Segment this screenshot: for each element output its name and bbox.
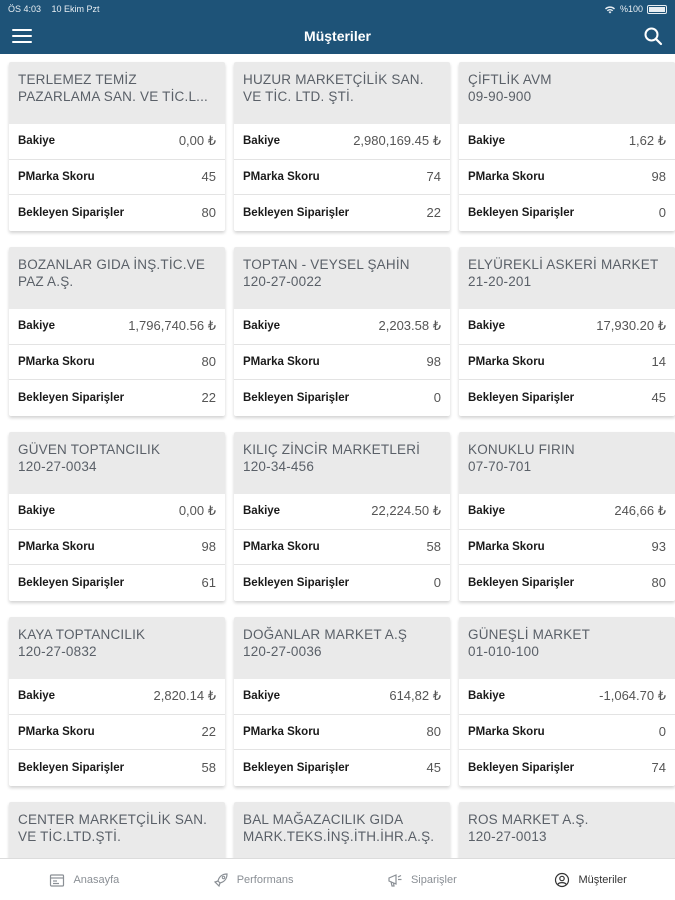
score-value: 74 bbox=[426, 169, 441, 185]
score-label: PMarka Skoru bbox=[243, 540, 320, 553]
balance-value: 246,66 ₺ bbox=[614, 503, 666, 519]
customer-name-line1: ROS MARKET A.Ş. bbox=[468, 812, 589, 827]
customer-name-line2: MARK.TEKS.İNŞ.İTH.İHR.A.Ş. bbox=[243, 829, 435, 844]
balance-label: Bakiye bbox=[468, 320, 506, 333]
pending-value: 45 bbox=[426, 760, 441, 776]
score-row bbox=[234, 345, 450, 381]
balance-row bbox=[459, 309, 675, 345]
customer-name-line2: 01-010-100 bbox=[468, 644, 540, 659]
status-right bbox=[604, 4, 667, 14]
score-label: PMarka Skoru bbox=[18, 725, 95, 738]
customer-name-line2: 120-27-0832 bbox=[18, 644, 97, 659]
pending-row bbox=[9, 195, 225, 231]
customer-name bbox=[9, 617, 225, 679]
balance-label: Bakiye bbox=[468, 135, 506, 148]
megaphone-icon bbox=[387, 872, 403, 888]
balance-label: Bakiye bbox=[243, 690, 281, 703]
pending-row bbox=[9, 380, 225, 416]
pending-row bbox=[459, 565, 675, 601]
customer-name-line1: KAYA TOPTANCILIK bbox=[18, 627, 146, 642]
pending-row bbox=[234, 380, 450, 416]
score-row bbox=[234, 530, 450, 566]
balance-value: 2,980,169.45 ₺ bbox=[353, 133, 441, 149]
balance-value: 2,820.14 ₺ bbox=[153, 688, 216, 704]
customer-name bbox=[9, 247, 225, 309]
score-value: 80 bbox=[426, 724, 441, 740]
customer-name-line1: TOPTAN - VEYSEL ŞAHİN bbox=[243, 257, 410, 272]
customer-name-line2: 120-34-456 bbox=[243, 459, 315, 474]
customer-card[interactable] bbox=[234, 432, 450, 601]
customer-card[interactable] bbox=[234, 617, 450, 786]
customer-name bbox=[459, 617, 675, 679]
customer-name bbox=[459, 432, 675, 494]
score-row bbox=[459, 345, 675, 381]
balance-label: Bakiye bbox=[18, 320, 56, 333]
balance-row bbox=[459, 494, 675, 530]
balance-label: Bakiye bbox=[243, 505, 281, 518]
pending-value: 45 bbox=[651, 390, 666, 406]
pending-row bbox=[234, 565, 450, 601]
customer-name bbox=[234, 617, 450, 679]
pending-label: Bekleyen Siparişler bbox=[243, 761, 350, 774]
score-label: PMarka Skoru bbox=[468, 170, 545, 183]
tab-performance-label: Performans bbox=[236, 873, 294, 886]
customer-name bbox=[459, 247, 675, 309]
score-row bbox=[459, 530, 675, 566]
balance-row bbox=[9, 124, 225, 160]
balance-row bbox=[234, 494, 450, 530]
customer-list[interactable] bbox=[0, 54, 675, 858]
balance-label: Bakiye bbox=[243, 135, 281, 148]
pending-label: Bekleyen Siparişler bbox=[18, 391, 125, 404]
pending-row bbox=[459, 195, 675, 231]
customer-card[interactable] bbox=[9, 617, 225, 786]
pending-label: Bekleyen Siparişler bbox=[243, 206, 350, 219]
customer-name-line2: 120-27-0036 bbox=[243, 644, 322, 659]
customer-name bbox=[9, 62, 225, 124]
customer-name bbox=[459, 802, 675, 858]
customer-name-line1: CENTER MARKETÇİLİK SAN. bbox=[18, 812, 208, 827]
balance-row bbox=[9, 309, 225, 345]
score-row bbox=[9, 715, 225, 751]
score-value: 98 bbox=[651, 169, 666, 185]
balance-value: 17,930.20 ₺ bbox=[596, 318, 666, 334]
customer-name-line1: GÜNEŞLİ MARKET bbox=[468, 627, 591, 642]
score-label: PMarka Skoru bbox=[468, 355, 545, 368]
page-title: Müşteriler bbox=[304, 28, 371, 44]
tab-orders-label: Siparişler bbox=[410, 873, 457, 886]
balance-row bbox=[459, 679, 675, 715]
score-row bbox=[9, 160, 225, 196]
balance-row bbox=[459, 124, 675, 160]
pending-row bbox=[459, 380, 675, 416]
pending-value: 80 bbox=[201, 205, 216, 221]
tab-bar bbox=[0, 858, 675, 900]
customer-card[interactable] bbox=[9, 802, 225, 858]
customer-name-line2: 21-20-201 bbox=[468, 274, 532, 289]
customer-name-line2: VE TİC. LTD. ŞTİ. bbox=[243, 89, 354, 104]
customer-name-line1: KONUKLU FIRIN bbox=[468, 442, 575, 457]
balance-label: Bakiye bbox=[18, 690, 56, 703]
nav-bar bbox=[0, 18, 675, 54]
score-value: 98 bbox=[426, 354, 441, 370]
pending-value: 22 bbox=[426, 205, 441, 221]
customer-card[interactable] bbox=[459, 247, 675, 416]
pending-value: 0 bbox=[433, 390, 441, 406]
balance-value: -1,064.70 ₺ bbox=[599, 688, 666, 704]
customer-name bbox=[234, 802, 450, 858]
score-label: PMarka Skoru bbox=[243, 355, 320, 368]
customer-name-line1: TERLEMEZ TEMİZ bbox=[18, 72, 137, 87]
balance-row bbox=[9, 679, 225, 715]
pending-value: 61 bbox=[201, 575, 216, 591]
customer-card[interactable] bbox=[9, 432, 225, 601]
status-date: 10 Ekim Pzt bbox=[51, 4, 100, 14]
tab-performance[interactable] bbox=[169, 859, 338, 900]
pending-value: 0 bbox=[433, 575, 441, 591]
customer-card[interactable] bbox=[459, 62, 675, 231]
customer-name-line1: BAL MAĞAZACILIK GIDA bbox=[243, 812, 404, 827]
score-label: PMarka Skoru bbox=[468, 725, 545, 738]
customer-name-line1: KILIÇ ZİNCİR MARKETLERİ bbox=[243, 442, 421, 457]
tab-home[interactable] bbox=[0, 859, 169, 900]
score-row bbox=[234, 160, 450, 196]
score-label: PMarka Skoru bbox=[468, 540, 545, 553]
pending-label: Bekleyen Siparişler bbox=[468, 206, 575, 219]
customer-card[interactable] bbox=[459, 802, 675, 858]
score-label: PMarka Skoru bbox=[18, 540, 95, 553]
pending-row bbox=[234, 195, 450, 231]
balance-row bbox=[9, 494, 225, 530]
customer-name-line2: 07-70-701 bbox=[468, 459, 532, 474]
pending-row bbox=[9, 565, 225, 601]
customer-name-line2: 120-27-0022 bbox=[243, 274, 322, 289]
customer-name-line2: 120-27-0034 bbox=[18, 459, 97, 474]
pending-row bbox=[459, 750, 675, 786]
customer-name-line1: ÇİFTLİK AVM bbox=[468, 72, 552, 87]
pending-value: 74 bbox=[651, 760, 666, 776]
status-left bbox=[8, 4, 108, 14]
menu-icon-line bbox=[12, 35, 32, 37]
battery-percent: %100 bbox=[619, 4, 643, 14]
pending-value: 58 bbox=[201, 760, 216, 776]
balance-row bbox=[234, 309, 450, 345]
customer-name-line1: ELYÜREKLİ ASKERİ MARKET bbox=[468, 257, 659, 272]
balance-label: Bakiye bbox=[243, 320, 281, 333]
balance-label: Bakiye bbox=[468, 690, 506, 703]
score-value: 98 bbox=[201, 539, 216, 555]
customer-name-line1: BOZANLAR GIDA İNŞ.TİC.VE bbox=[18, 257, 206, 272]
pending-value: 22 bbox=[201, 390, 216, 406]
pending-label: Bekleyen Siparişler bbox=[468, 576, 575, 589]
customer-name-line2: VE TİC.LTD.ŞTİ. bbox=[18, 829, 122, 844]
customer-card[interactable] bbox=[459, 432, 675, 601]
pending-value: 80 bbox=[651, 575, 666, 591]
score-label: PMarka Skoru bbox=[243, 725, 320, 738]
balance-row bbox=[234, 679, 450, 715]
user-circle-icon bbox=[554, 872, 570, 888]
rocket-icon bbox=[213, 872, 229, 888]
pending-label: Bekleyen Siparişler bbox=[18, 206, 125, 219]
customer-name-line2: 09-90-900 bbox=[468, 89, 532, 104]
tab-home-label: Anasayfa bbox=[73, 873, 120, 886]
battery-icon bbox=[647, 5, 667, 14]
score-value: 22 bbox=[201, 724, 216, 740]
balance-label: Bakiye bbox=[468, 505, 506, 518]
customer-card[interactable] bbox=[234, 62, 450, 231]
score-value: 80 bbox=[201, 354, 216, 370]
score-row bbox=[459, 160, 675, 196]
customer-name-line1: HUZUR MARKETÇİLİK SAN. bbox=[243, 72, 424, 87]
status-time: ÖS 4:03 bbox=[8, 4, 42, 14]
score-row bbox=[9, 345, 225, 381]
customer-card[interactable] bbox=[459, 617, 675, 786]
customer-card[interactable] bbox=[9, 247, 225, 416]
balance-value: 1,796,740.56 ₺ bbox=[128, 318, 216, 334]
score-row bbox=[9, 530, 225, 566]
score-label: PMarka Skoru bbox=[243, 170, 320, 183]
tab-customers[interactable] bbox=[506, 859, 675, 900]
pending-label: Bekleyen Siparişler bbox=[243, 576, 350, 589]
home-icon bbox=[49, 872, 65, 888]
wifi-icon bbox=[604, 5, 616, 14]
balance-value: 1,62 ₺ bbox=[628, 133, 666, 149]
score-value: 14 bbox=[651, 354, 666, 370]
customer-name bbox=[234, 247, 450, 309]
score-value: 45 bbox=[201, 169, 216, 185]
customer-name bbox=[234, 432, 450, 494]
score-label: PMarka Skoru bbox=[18, 170, 95, 183]
customer-name-line1: GÜVEN TOPTANCILIK bbox=[18, 442, 161, 457]
score-value: 0 bbox=[658, 724, 666, 740]
customer-name-line2: PAZ A.Ş. bbox=[18, 274, 74, 289]
pending-label: Bekleyen Siparişler bbox=[18, 761, 125, 774]
pending-row bbox=[9, 750, 225, 786]
menu-button[interactable] bbox=[12, 27, 32, 45]
score-value: 58 bbox=[426, 539, 441, 555]
pending-value: 0 bbox=[658, 205, 666, 221]
customer-name bbox=[234, 62, 450, 124]
customer-grid bbox=[0, 54, 675, 858]
tab-orders[interactable] bbox=[338, 859, 507, 900]
customer-name-line2: PAZARLAMA SAN. VE TİC.L... bbox=[18, 89, 209, 104]
pending-label: Bekleyen Siparişler bbox=[243, 391, 350, 404]
balance-label: Bakiye bbox=[18, 505, 56, 518]
customer-name bbox=[9, 432, 225, 494]
score-value: 93 bbox=[651, 539, 666, 555]
pending-label: Bekleyen Siparişler bbox=[18, 576, 125, 589]
customer-name bbox=[459, 62, 675, 124]
menu-icon-line bbox=[12, 29, 32, 31]
balance-value: 2,203.58 ₺ bbox=[378, 318, 441, 334]
customer-card[interactable] bbox=[9, 62, 225, 231]
balance-value: 0,00 ₺ bbox=[178, 503, 216, 519]
status-bar bbox=[0, 0, 675, 18]
customer-card[interactable] bbox=[234, 802, 450, 858]
balance-label: Bakiye bbox=[18, 135, 56, 148]
score-row bbox=[234, 715, 450, 751]
search-icon[interactable] bbox=[643, 26, 663, 46]
customer-name-line1: DOĞANLAR MARKET A.Ş bbox=[243, 627, 408, 642]
score-row bbox=[459, 715, 675, 751]
customer-name bbox=[9, 802, 225, 858]
balance-value: 22,224.50 ₺ bbox=[371, 503, 441, 519]
pending-label: Bekleyen Siparişler bbox=[468, 761, 575, 774]
tab-customers-label: Müşteriler bbox=[578, 873, 627, 886]
score-label: PMarka Skoru bbox=[18, 355, 95, 368]
menu-icon-line bbox=[12, 41, 32, 43]
balance-value: 614,82 ₺ bbox=[389, 688, 441, 704]
balance-value: 0,00 ₺ bbox=[178, 133, 216, 149]
customer-card[interactable] bbox=[234, 247, 450, 416]
customer-name-line2: 120-27-0013 bbox=[468, 829, 547, 844]
pending-row bbox=[234, 750, 450, 786]
balance-row bbox=[234, 124, 450, 160]
pending-label: Bekleyen Siparişler bbox=[468, 391, 575, 404]
